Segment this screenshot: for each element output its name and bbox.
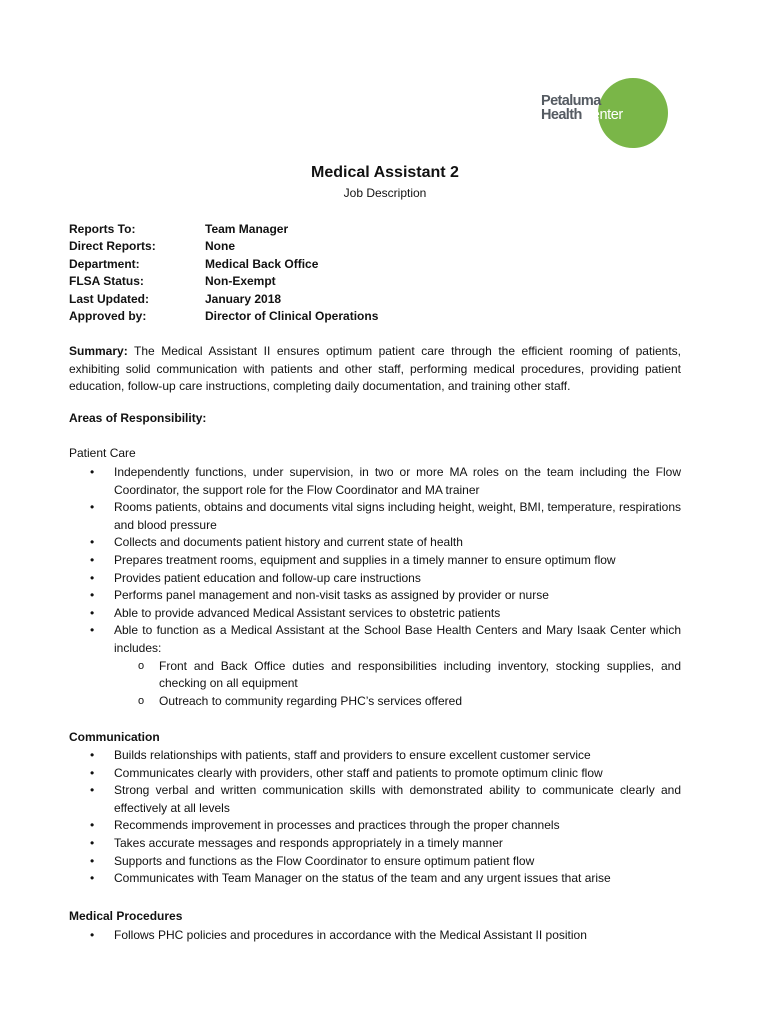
sub-list (114, 658, 681, 711)
communication-list (69, 747, 681, 888)
list-item: • Supports and functions as the Flow Coordinator to ensure optimum patient flow (69, 853, 681, 871)
sub-list-item: o Outreach to community regarding PHC’s services offered (114, 693, 681, 711)
list-item: • Recommends improvement in processes and practices through the proper channels (69, 817, 681, 835)
info-row-direct-reports (69, 238, 378, 255)
info-label: FLSA Status: (69, 274, 144, 289)
communication-heading: Communication (69, 730, 160, 744)
info-label: Reports To: (69, 222, 136, 236)
info-value: January 2018 (205, 291, 282, 306)
info-row-reports-to (69, 221, 378, 238)
medical-procedures-list (69, 927, 681, 945)
summary-text: The Medical Assistant II ensures optimum patient care through the efficient rooming of patients, exhibiting solid communication with patients and other staff, performing medical procedures, providing patient education, follow-up care instructions, completing daily documentation, and training other staff. (69, 344, 681, 394)
sub-list-item: o Front and Back Office duties and responsibilities including inventory, stocking supplies, and checking on all equipment (114, 658, 681, 693)
info-row-department (69, 256, 378, 273)
info-row-approved-by (69, 308, 378, 325)
document-title: Medical Assistant 2 (311, 164, 459, 181)
job-info-table (69, 221, 378, 325)
info-value: Non-Exempt (205, 274, 276, 289)
info-label: Direct Reports: (69, 239, 156, 254)
list-item: • Performs panel management and non-visit tasks as assigned by provider or nurse (69, 587, 681, 605)
list-item: • Communicates clearly with providers, other staff and patients to promote optimum clinic flow (69, 765, 681, 783)
info-value: Director of Clinical Operations (205, 308, 379, 323)
info-value: Medical Back Office (205, 256, 319, 271)
patient-care-heading: Patient Care (69, 446, 136, 460)
info-value: None (205, 239, 235, 254)
info-row-last-updated (69, 291, 378, 308)
info-label: Department: (69, 256, 140, 271)
list-item: • Builds relationships with patients, staff and providers to ensure excellent customer service (69, 747, 681, 765)
list-item: • Strong verbal and written communication skills with demonstrated ability to communicate clearly and effectively at all levels (69, 782, 681, 817)
list-item: • Provides patient education and follow-up care instructions (69, 570, 681, 588)
list-item: • Independently functions, under supervision, in two or more MA roles on the team including the Flow Coordinator, the support role for the Flow Coordinator and MA trainer (69, 464, 681, 499)
medical-procedures-heading: Medical Procedures (69, 909, 183, 923)
patient-care-list (69, 464, 681, 710)
list-item: • Rooms patients, obtains and documents vital signs including height, weight, BMI, temperature, respirations and blood pressure (69, 499, 681, 534)
info-label: Last Updated: (69, 291, 150, 306)
info-label: Approved by: (69, 308, 147, 323)
list-item: • Prepares treatment rooms, equipment and supplies in a timely manner to ensure optimum flow (69, 552, 681, 570)
info-row-flsa-status (69, 273, 378, 290)
list-item-text: Able to function as a Medical Assistant at the School Base Health Centers and Mary Isaak Center which includes: (114, 623, 681, 655)
areas-of-responsibility-heading: Areas of Responsibility: (69, 411, 207, 425)
list-item: • Communicates with Team Manager on the status of the team and any urgent issues that arise (69, 870, 681, 888)
petaluma-health-center-logo (538, 78, 670, 152)
list-item: • Collects and documents patient history and current state of health (69, 534, 681, 552)
info-value: Team Manager (205, 222, 289, 236)
logo-line1: Petaluma (541, 93, 601, 109)
list-item: • Takes accurate messages and responds appropriately in a timely manner (69, 835, 681, 853)
document-subtitle: Job Description (343, 186, 427, 200)
logo-line2-a: Health (541, 107, 582, 123)
summary-label: Summary: (69, 344, 128, 358)
summary-paragraph (69, 343, 681, 396)
list-item-with-subitems (69, 622, 681, 710)
list-item: • Able to provide advanced Medical Assistant services to obstetric patients (69, 605, 681, 623)
logo-wordmark (541, 94, 623, 122)
logo-line2-b: Center (581, 107, 623, 123)
list-item: • Follows PHC policies and procedures in accordance with the Medical Assistant II position (69, 927, 681, 945)
